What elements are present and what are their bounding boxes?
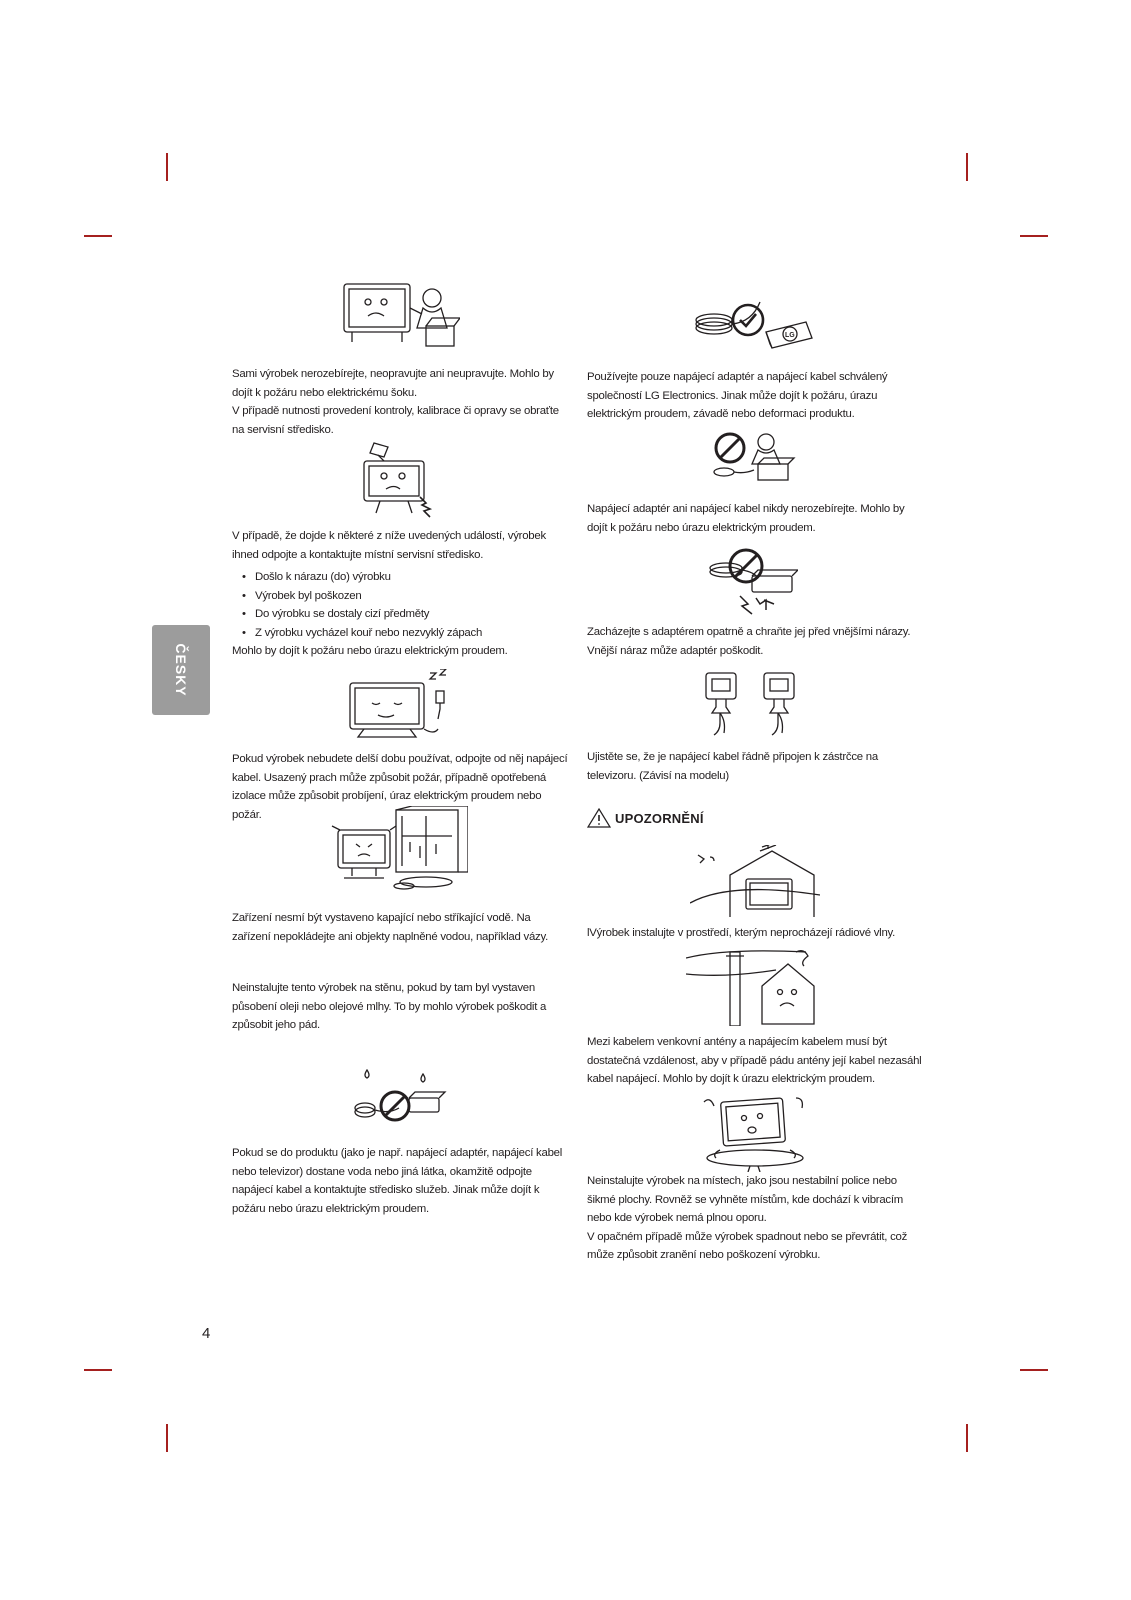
adapter-disassembly-text-block (587, 500, 923, 537)
water-text-block (232, 909, 568, 946)
events-outro-text: Mohlo by dojít k požáru nebo úrazu elektrickým proudem. (232, 645, 508, 657)
oil-warning-text: Neinstalujte tento výrobek na stěnu, pokud by tam byl vystaven působení oleji nebo olejové mlhy. To by mohlo výrobek poškodit a způsobit jeho pád. (232, 982, 547, 1031)
adapter-impact-text-block (587, 623, 923, 660)
adapter-impact-illustration (704, 548, 798, 616)
service-center-text: V případě nutnosti provedení kontroly, kalibrace či opravy se obraťte na servisní středisko. (232, 405, 559, 436)
crop-mark (166, 153, 168, 181)
radio-text-block (587, 924, 923, 943)
list-item: • Výrobek byl poškozen (232, 587, 568, 606)
caution-heading (587, 808, 704, 828)
antenna-cable-text: Mezi kabelem venkovní antény a napájecím kabelem musí být dostatečná vzdálenost, aby v případě pádu antény její kabel nezasáhl kabel napájecí. Mohlo by dojít k úrazu elektrickým proudem. (587, 1036, 922, 1085)
crop-mark (84, 235, 112, 237)
list-item: • Z výrobku vycházel kouř nebo nezvyklý zápach (232, 624, 568, 643)
plug-connection-text: Ujistěte se, že je napájecí kabel řádně připojen k zástrčce na televizoru. (Závisí na modelu) (587, 751, 878, 782)
disassembly-warning-text: Sami výrobek nerozebírejte, neopravujte ani neupravujte. Mohlo by dojít k požáru nebo elektrickému šoku. (232, 368, 554, 399)
fall-risk-text: V opačném případě může výrobek spadnout nebo se převrátit, což může způsobit zranění nebo poškození výrobku. (587, 1230, 908, 1261)
plug-text-block (587, 748, 923, 785)
unstable-surface-text: Neinstalujte výrobek na místech, jako jsou nestabilní police nebo šikmé plochy. Rovněž se vyhněte místům, kde dochází k vibracím nebo kde výrobek nemá plnou oporu. (587, 1175, 904, 1224)
approved-adapter-text: Používejte pouze napájecí adaptér a napájecí kabel schválený společností LG Electronics. Jinak může dojít k požáru, úrazu elektrickým proudem, závadě nebo deformaci produktu. (587, 371, 888, 420)
antenna-cable-illustration (686, 944, 822, 1026)
page-number: 4 (202, 1325, 211, 1342)
list-item: • Došlo k nárazu (do) výrobku (232, 568, 568, 587)
disassembly-warning-illustration (340, 278, 460, 356)
approved-adapter-illustration (692, 294, 816, 360)
liquid-text-block (232, 1144, 568, 1218)
list-item: • Do výrobku se dostaly cizí předměty (232, 605, 568, 624)
crop-mark (966, 1424, 968, 1452)
crop-mark (966, 153, 968, 181)
crop-mark (166, 1424, 168, 1452)
language-tab-label: ČESKY (173, 643, 189, 697)
left-column-events (232, 527, 568, 661)
radio-waves-text: lVýrobek instalujte v prostředí, kterým neprocházejí rádiové vlny. (587, 927, 896, 939)
wet-adapter-illustration (353, 1068, 449, 1130)
right-column (587, 368, 923, 424)
events-intro-text: V případě, že dojde k některé z níže uvedených událostí, výrobek ihned odpojte a kontaktujte místní servisní středisko. (232, 530, 546, 561)
damaged-tv-illustration (360, 441, 440, 519)
events-list (232, 568, 568, 642)
water-warning-text: Zařízení nesmí být vystaveno kapající nebo stříkající vodě. Na zařízení nepokládejte ani objekty naplněné vodou, například vázy. (232, 912, 548, 943)
adapter-disassembly-text: Napájecí adaptér ani napájecí kabel nikdy nerozebírejte. Mohlo by dojít k požáru nebo úrazu elektrickým proudem. (587, 503, 905, 534)
oil-text-block (232, 979, 568, 1035)
crop-mark (1020, 1369, 1048, 1371)
language-tab (152, 625, 210, 715)
adapter-impact-text: Zacházejte s adaptérem opatrně a chraňte jej před vnějšími nárazy. Vnější náraz může adaptér poškodit. (587, 626, 911, 657)
unplug-tv-illustration (346, 669, 454, 745)
lg-logo: LG (785, 332, 795, 339)
unstable-text-block (587, 1172, 923, 1265)
crop-mark (84, 1369, 112, 1371)
unplug-warning-text: Pokud výrobek nebudete delší dobu používat, odpojte od něj napájecí kabel. Usazený prach může způsobit požár, případně opotřebená izolace může způsobit probíjení, úraz elektrickým proudem nebo požár. (232, 753, 568, 821)
unstable-surface-illustration (700, 1092, 810, 1172)
antenna-text-block (587, 1033, 923, 1089)
left-column (232, 365, 568, 439)
liquid-warning-text: Pokud se do produktu (jako je např. napájecí adaptér, napájecí kabel nebo televizor) dostane voda nebo jiná látka, okamžitě odpojte napájecí kabel a kontaktujte středisko služeb. Jinak může dojít k požáru nebo úrazu elektrickým proudem. (232, 1147, 563, 1215)
radio-waves-illustration (690, 845, 820, 919)
water-exposure-illustration (330, 806, 468, 892)
warning-triangle-icon (587, 808, 611, 828)
caution-heading-text: UPOZORNĚNÍ (615, 810, 704, 826)
plug-connection-illustration (702, 671, 802, 737)
crop-mark (1020, 235, 1048, 237)
adapter-disassembly-illustration (704, 428, 796, 490)
